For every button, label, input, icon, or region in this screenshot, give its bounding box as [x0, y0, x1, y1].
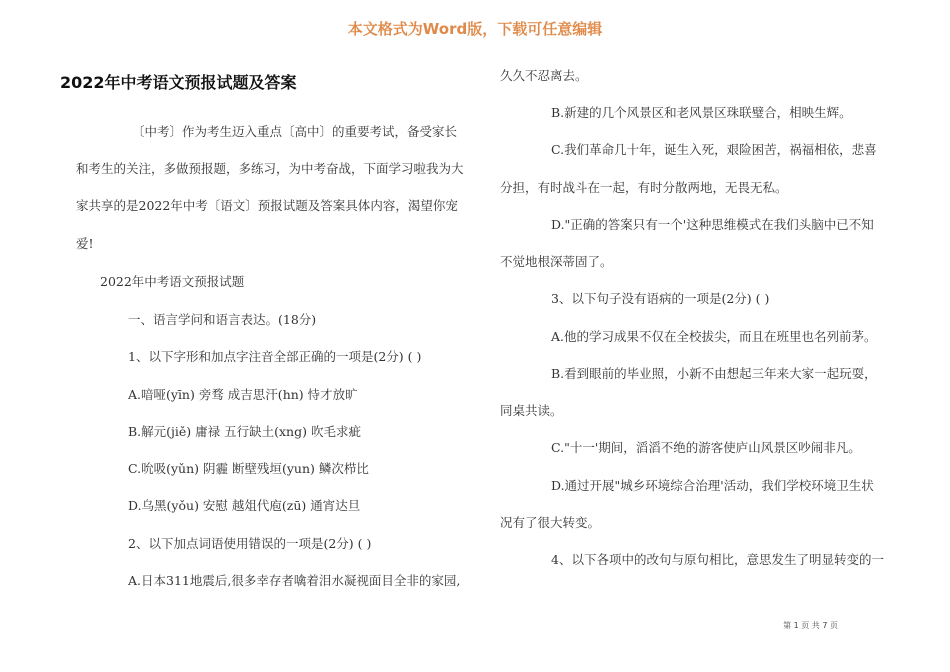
question-4: 4、以下各项中的改句与原句相比，意思发生了明显转变的一	[551, 552, 884, 567]
question-1: 1、以下字形和加点字注音全部正确的一项是(2分) ( )	[128, 349, 422, 364]
document-title: 2022年中考语文预报试题及答案	[60, 73, 297, 92]
intro-line-2: 和考生的关注，多做预报题，多练习，为中考奋战，下面学习啦我为大	[76, 161, 464, 176]
question-3-option-d-line-1: D.通过开展"城乡环境综合治理'活动，我们学校环境卫生状	[551, 478, 874, 493]
question-3-option-b-line-2: 同桌共读。	[500, 403, 563, 418]
question-3-option-c: C."十一'期间，滔滔不绝的游客使庐山风景区吵闹非凡。	[551, 440, 861, 455]
question-2-option-a-continued: 久久不忍离去。	[500, 68, 588, 83]
question-1-option-c: C.吮吸(yǔn) 阴霾 断壁残垣(yun) 鳞次栉比	[128, 461, 369, 476]
intro-line-4: 爱!	[76, 236, 94, 251]
section-heading: 一、语言学问和语言表达。(18分)	[128, 312, 317, 327]
question-3-option-b-line-1: B.看到眼前的毕业照，小新不由想起三年来大家一起玩耍，	[551, 366, 877, 381]
question-2-option-b: B.新建的几个风景区和老风景区珠联璧合，相映生辉。	[551, 105, 852, 120]
question-2-option-c-line-2: 分担，有时战斗在一起，有时分散两地，无畏无私。	[500, 180, 788, 195]
question-3-option-d-line-2: 况有了很大转变。	[500, 515, 601, 530]
intro-line-3: 家共享的是2022年中考〔语文〕预报试题及答案具体内容，渴望你宠	[76, 198, 458, 213]
word-format-banner: 本文格式为Word版，下载可任意编辑	[347, 20, 603, 38]
question-1-option-b: B.解元(jiě) 庸禄 五行缺土(xng) 吹毛求疵	[128, 424, 361, 439]
question-2-option-a: A.日本311地震后,很多幸存者噙着泪水凝视面目全非的家园,	[128, 573, 461, 588]
question-2: 2、以下加点词语使用错误的一项是(2分) ( )	[128, 536, 372, 551]
question-2-option-d-line-2: 不觉地根深蒂固了。	[500, 254, 613, 269]
question-3: 3、以下句子没有语病的一项是(2分) ( )	[551, 291, 770, 306]
intro-line-1: 〔中考〕作为考生迈入重点〔高中〕的重要考试，备受家长	[132, 124, 458, 139]
question-2-option-c-line-1: C.我们革命几十年，诞生入死，艰险困苦，祸福相依，悲喜	[551, 142, 877, 157]
page-number-footer: 第 1 页 共 7 页	[783, 621, 838, 630]
question-1-option-a: A.喑哑(yīn) 旁骛 成吉思汗(hn) 恃才放旷	[128, 387, 358, 402]
question-3-option-a: A.他的学习成果不仅在全校拔尖，而且在班里也名列前茅。	[551, 329, 877, 344]
question-1-option-d: D.乌黑(yǒu) 安慰 越俎代庖(zū) 通宵达旦	[128, 498, 361, 513]
subheading: 2022年中考语文预报试题	[100, 274, 245, 289]
question-2-option-d-line-1: D."正确的答案只有一个'这种思维模式在我们头脑中已不知	[551, 217, 874, 232]
